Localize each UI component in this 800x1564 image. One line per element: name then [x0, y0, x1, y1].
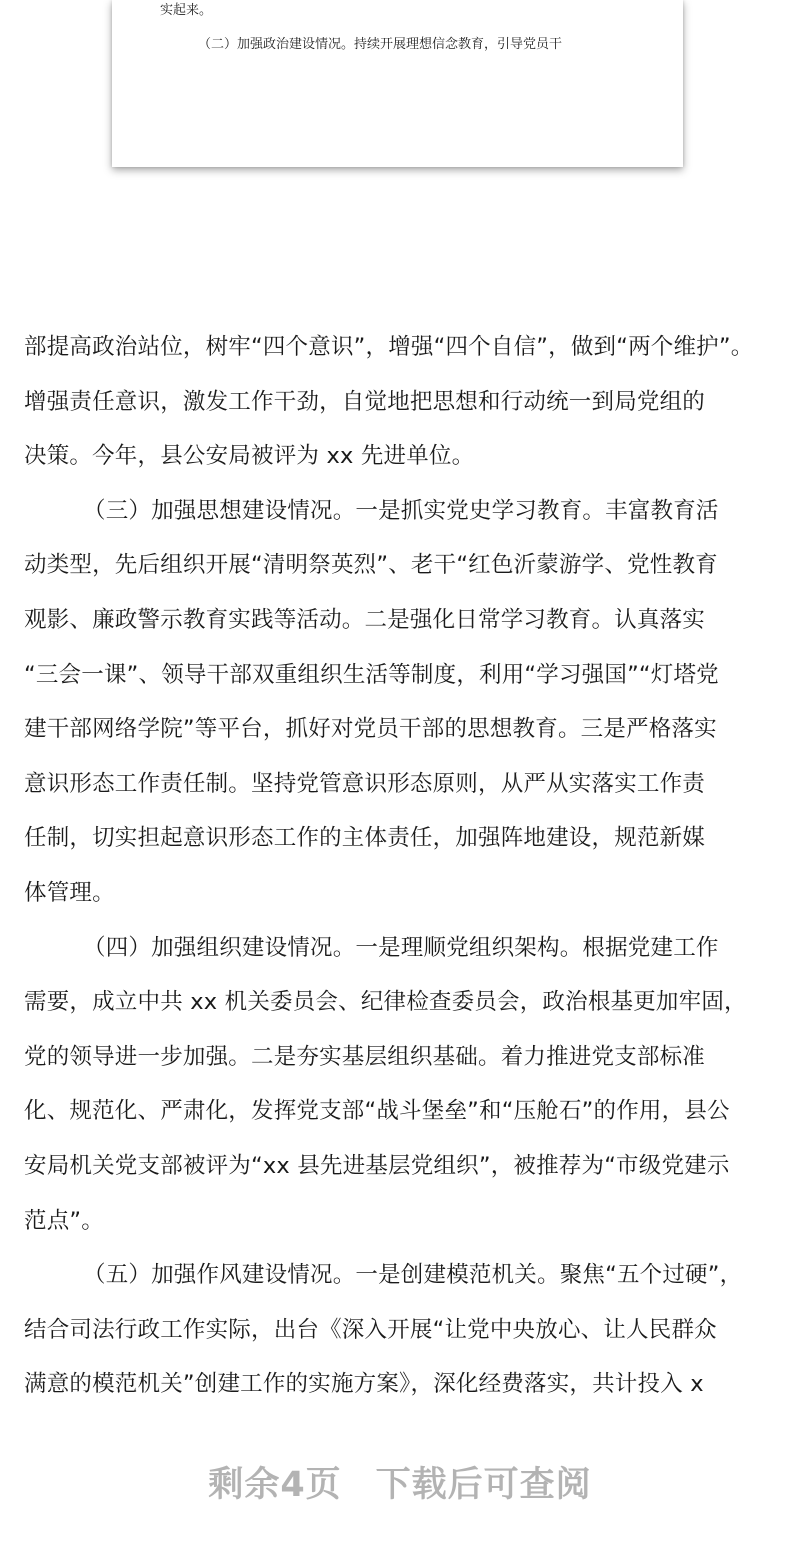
document-line: 意识形态工作责任制。坚持党管意识形态原则，从严从实落实工作责	[24, 770, 706, 797]
document-line: 动类型，先后组织开展“清明祭英烈”、老干“红色沂蒙游学、党性教育	[24, 552, 718, 579]
document-line: 结合司法行政工作实际，出台《深入开展“让党中央放心、让人民群众	[24, 1316, 717, 1343]
document-line: 范点”。	[24, 1207, 104, 1234]
document-line: （五）加强作风建设情况。一是创建模范机关。聚焦“五个过硬”，	[83, 1262, 743, 1289]
document-line: 党的领导进一步加强。二是夯实基层组织基础。着力推进党支部标准	[24, 1043, 706, 1070]
remaining-pages-label: 剩余4页	[208, 1465, 342, 1505]
document-line: 需要，成立中共 xx 机关委员会、纪律检查委员会，政治根基更加牢固，	[24, 989, 747, 1016]
document-line: 决策。今年，县公安局被评为 xx 先进单位。	[24, 443, 475, 470]
document-body	[24, 320, 776, 1412]
document-line: “三会一课”、领导干部双重组织生活等制度，利用“学习强国”“灯塔党	[24, 661, 719, 688]
document-line: 化、规范化、严肃化，发挥党支部“战斗堡垒”和“压舱石”的作用，县公	[24, 1098, 730, 1125]
document-line: （三）加强思想建设情况。一是抓实党史学习教育。丰富教育活	[83, 497, 719, 524]
page-preview-card	[112, 0, 683, 167]
document-line: 建干部网络学院”等平台，抓好对党员干部的思想教育。三是严格落实	[24, 716, 717, 743]
document-line: 部提高政治站位，树牢“四个意识”，增强“四个自信”，做到“两个维护”。	[24, 334, 754, 360]
document-line: 观影、廉政警示教育实践等活动。二是强化日常学习教育。认真落实	[24, 606, 706, 633]
download-hint-label: 下载后可查阅	[375, 1465, 592, 1505]
document-line: 安局机关党支部被评为“xx 县先进基层党组织”，被推荐为“市级党建示	[24, 1152, 730, 1179]
download-prompt[interactable]	[0, 1460, 800, 1510]
document-line: 满意的模范机关”创建工作的实施方案》，深化经费落实，共计投入 x	[24, 1371, 704, 1398]
preview-line-2: （二）加强政治建设情况。持续开展理想信念教育，引导党员干	[198, 37, 563, 52]
document-line: （四）加强组织建设情况。一是理顺党组织架构。根据党建工作	[83, 934, 719, 961]
document-line: 体管理。	[24, 879, 115, 906]
preview-line-1: 实起来。	[160, 3, 213, 18]
document-line: 任制，切实担起意识形态工作的主体责任，加强阵地建设，规范新媒	[24, 825, 706, 852]
document-line: 增强责任意识，激发工作干劲，自觉地把思想和行动统一到局党组的	[24, 388, 706, 415]
